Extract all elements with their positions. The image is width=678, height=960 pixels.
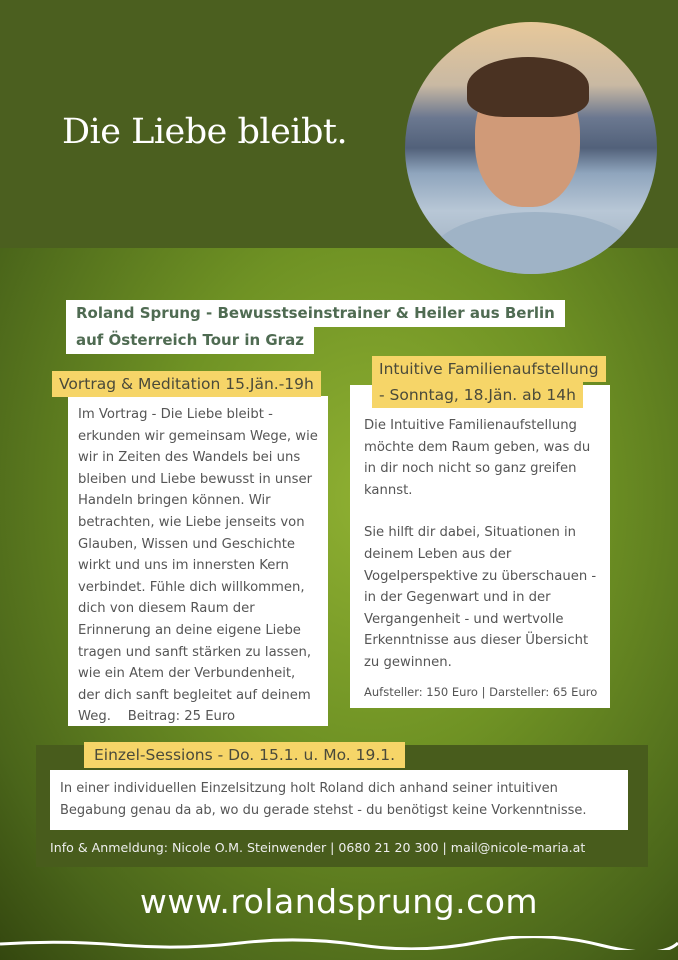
contact-info: Info & Anmeldung: Nicole O.M. Steinwender | 0680 21 20 300 | mail@nicole-maria.at xyxy=(50,840,586,855)
einzel-box xyxy=(50,770,628,830)
headline-line2: auf Österreich Tour in Graz xyxy=(66,327,314,354)
headline xyxy=(66,300,565,354)
headline-line1: Roland Sprung - Bewusstseinstrainer & Heiler aus Berlin xyxy=(66,300,565,327)
familie-text1: Die Intuitive Familienaufstellung möchte dem Raum geben, was du in dir noch nicht so ganz greifen kannst. xyxy=(364,418,591,498)
familie-label-1: Intuitive Familienaufstellung xyxy=(372,356,606,382)
page-title: Die Liebe bleibt. xyxy=(62,112,348,152)
vortrag-text: Im Vortrag - Die Liebe bleibt - erkunden wir gemeinsam Wege, wie wir in Zeiten des Wandels bei uns bleiben und Liebe bewusst in unser Handeln bringen können. Wir betrachten, wie Liebe jenseits von Glauben, Wissen und Geschichte wirkt und uns im innersten Kern verbindet. Fühle dich willkommen, dich von diesem Raum der Erinnerung an deine eigene Liebe tragen und sanft stärken zu lassen, wie ein Atem der Verbundenheit, der dich sanft begleitet auf deinem Weg. xyxy=(78,407,318,725)
vortrag-label: Vortrag & Meditation 15.Jän.-19h xyxy=(52,371,321,397)
vortrag-price: Beitrag: 25 Euro xyxy=(127,709,236,725)
einzel-label: Einzel-Sessions - Do. 15.1. u. Mo. 19.1. xyxy=(84,742,405,768)
portrait-photo xyxy=(405,22,657,274)
vortrag-box xyxy=(68,396,328,726)
website-url[interactable]: www.rolandsprung.com xyxy=(139,882,539,921)
familie-label-2: - Sonntag, 18.Jän. ab 14h xyxy=(372,382,583,408)
familie-price: Aufsteller: 150 Euro | Darsteller: 65 Euro xyxy=(364,684,598,699)
familie-text2: Sie hilft dir dabei, Situationen in deinem Leben aus der Vogelperspektive zu überschauen - in der Gegenwart und in der Vergangenheit - und wertvolle Erkenntnisse aus dieser Übersicht zu gewinnen. xyxy=(364,525,597,670)
wavy-divider xyxy=(0,936,678,950)
einzel-text: In einer individuellen Einzelsitzung holt Roland dich anhand seiner intuitiven Begabung genau da ab, wo du gerade stehst - du benötigst keine Vorkenntnisse. xyxy=(60,781,587,818)
familie-box xyxy=(350,385,610,708)
